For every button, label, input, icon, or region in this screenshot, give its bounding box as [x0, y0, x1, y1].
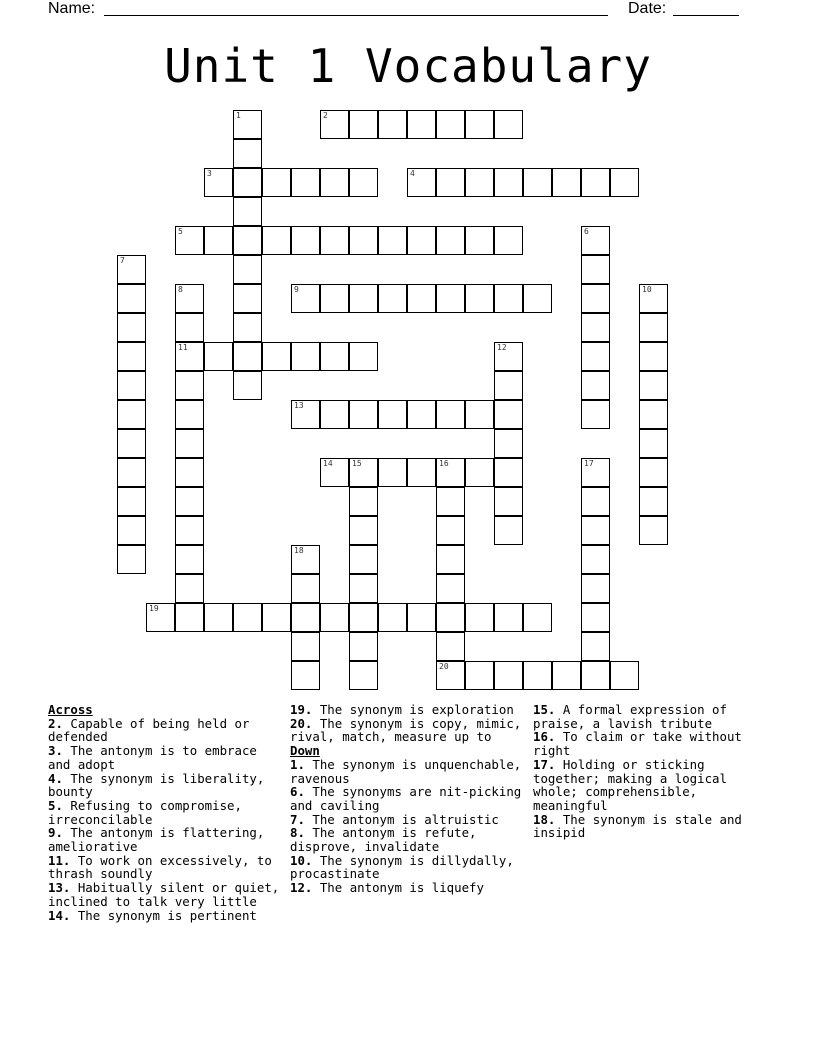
grid-cell[interactable] — [233, 139, 262, 168]
grid-cell[interactable] — [581, 516, 610, 545]
grid-cell[interactable] — [349, 110, 378, 139]
grid-cell[interactable] — [349, 603, 378, 632]
grid-cell[interactable] — [581, 226, 610, 255]
grid-cell[interactable] — [175, 487, 204, 516]
grid-cell[interactable] — [494, 168, 523, 197]
cell-number: 15 — [352, 459, 362, 468]
clue-number: 5. — [48, 797, 63, 813]
grid-cell[interactable] — [494, 429, 523, 458]
grid-cell[interactable] — [523, 661, 552, 690]
grid-cell[interactable] — [494, 342, 523, 371]
grid-cell[interactable] — [523, 284, 552, 313]
grid-cell[interactable] — [436, 284, 465, 313]
grid-cell[interactable] — [494, 284, 523, 313]
cell-number: 4 — [410, 169, 415, 178]
clue-text: The synonym is dillydally, procastinate — [290, 852, 514, 882]
grid-cell[interactable] — [639, 487, 668, 516]
grid-cell[interactable] — [436, 226, 465, 255]
clue-item — [290, 826, 526, 853]
grid-cell[interactable] — [291, 545, 320, 574]
grid-cell[interactable] — [320, 168, 349, 197]
cell-number: 3 — [207, 169, 212, 178]
grid-cell[interactable] — [233, 371, 262, 400]
clue-item — [290, 881, 526, 895]
grid-cell[interactable] — [291, 284, 320, 313]
grid-cell[interactable] — [523, 603, 552, 632]
grid-cell[interactable] — [349, 226, 378, 255]
grid-cell[interactable] — [349, 661, 378, 690]
grid-cell[interactable] — [117, 313, 146, 342]
cell-number: 19 — [149, 604, 159, 613]
clue-text: The synonym is liberality, bounty — [48, 770, 265, 800]
grid-cell[interactable] — [465, 110, 494, 139]
clue-text: The synonym is stale and insipid — [533, 811, 742, 841]
grid-cell[interactable] — [175, 371, 204, 400]
grid-cell[interactable] — [494, 371, 523, 400]
grid-cell[interactable] — [291, 168, 320, 197]
grid-cell[interactable] — [175, 226, 204, 255]
grid-cell[interactable] — [175, 284, 204, 313]
grid-cell[interactable] — [204, 603, 233, 632]
grid-cell[interactable] — [349, 400, 378, 429]
grid-cell[interactable] — [436, 168, 465, 197]
grid-cell[interactable] — [581, 342, 610, 371]
grid-cell[interactable] — [320, 458, 349, 487]
clue-text: The antonym is refute, disprove, invalidate — [290, 825, 477, 855]
clue-text: A formal expression of praise, a lavish tribute — [533, 702, 727, 731]
cell-number: 1 — [236, 111, 241, 120]
cell-number: 6 — [584, 227, 589, 236]
grid-cell[interactable] — [436, 110, 465, 139]
grid-cell[interactable] — [349, 284, 378, 313]
grid-cell[interactable] — [639, 516, 668, 545]
grid-cell[interactable] — [407, 168, 436, 197]
clue-item — [290, 785, 526, 812]
grid-cell[interactable] — [117, 516, 146, 545]
clue-number: 10. — [290, 852, 313, 868]
grid-cell[interactable] — [581, 458, 610, 487]
grid-cell[interactable] — [436, 632, 465, 661]
clue-text: The synonym is copy, mimic, rival, match, measure up to — [290, 715, 522, 745]
clues-column-2 — [290, 703, 526, 895]
grid-cell[interactable] — [117, 342, 146, 371]
grid-cell[interactable] — [407, 458, 436, 487]
clue-number: 19. — [290, 702, 313, 717]
grid-cell[interactable] — [494, 400, 523, 429]
grid-cell[interactable] — [494, 110, 523, 139]
grid-cell[interactable] — [378, 458, 407, 487]
grid-cell[interactable] — [320, 603, 349, 632]
clue-item — [533, 703, 769, 730]
grid-cell[interactable] — [291, 603, 320, 632]
grid-cell[interactable] — [291, 632, 320, 661]
grid-cell[interactable] — [407, 284, 436, 313]
cell-number: 8 — [178, 285, 183, 294]
grid-cell[interactable] — [175, 603, 204, 632]
grid-cell[interactable] — [639, 284, 668, 313]
clue-section-heading: Down — [290, 743, 320, 759]
grid-cell[interactable] — [639, 458, 668, 487]
clue-item — [533, 758, 769, 813]
clue-item — [290, 758, 526, 785]
clue-text: The synonyms are nit-picking and caviling — [290, 784, 522, 813]
grid-cell[interactable] — [523, 168, 552, 197]
cell-number: 9 — [294, 285, 299, 294]
grid-cell[interactable] — [233, 110, 262, 139]
clue-number: 1. — [290, 756, 305, 772]
grid-cell[interactable] — [320, 226, 349, 255]
grid-cell[interactable] — [639, 371, 668, 400]
clue-text: The synonym is pertinent — [70, 907, 257, 923]
clue-text: Capable of being held or defended — [48, 715, 250, 745]
grid-cell[interactable] — [320, 400, 349, 429]
cell-number: 5 — [178, 227, 183, 236]
grid-cell[interactable] — [639, 342, 668, 371]
clue-item — [290, 717, 526, 744]
cell-number: 16 — [439, 459, 449, 468]
date-label: Date: — [628, 0, 667, 17]
grid-cell[interactable] — [581, 313, 610, 342]
grid-cell[interactable] — [233, 197, 262, 226]
grid-cell[interactable] — [146, 603, 175, 632]
clue-text: The antonym is flattering, ameliorative — [48, 825, 265, 855]
grid-cell[interactable] — [581, 603, 610, 632]
grid-cell[interactable] — [320, 342, 349, 371]
clues-column-3 — [533, 703, 769, 840]
grid-cell[interactable] — [465, 458, 494, 487]
grid-cell[interactable] — [204, 168, 233, 197]
grid-cell[interactable] — [436, 574, 465, 603]
name-label: Name: — [48, 0, 96, 17]
cell-number: 11 — [178, 343, 188, 352]
cell-number: 10 — [642, 285, 652, 294]
grid-cell[interactable] — [117, 458, 146, 487]
grid-cell[interactable] — [117, 429, 146, 458]
grid-cell[interactable] — [436, 661, 465, 690]
grid-cell[interactable] — [581, 574, 610, 603]
clue-number: 2. — [48, 715, 63, 731]
clue-number: 13. — [48, 880, 71, 896]
clue-text: The antonym is to embrace and adopt — [48, 743, 257, 772]
grid-cell[interactable] — [581, 168, 610, 197]
cell-number: 17 — [584, 459, 594, 468]
clue-number: 4. — [48, 770, 63, 786]
grid-cell[interactable] — [262, 342, 291, 371]
grid-cell[interactable] — [378, 400, 407, 429]
grid-cell[interactable] — [494, 458, 523, 487]
grid-cell[interactable] — [262, 226, 291, 255]
grid-cell[interactable] — [581, 255, 610, 284]
grid-cell[interactable] — [349, 516, 378, 545]
clue-item — [290, 813, 526, 827]
cell-number: 7 — [120, 256, 125, 265]
grid-cell[interactable] — [581, 632, 610, 661]
grid-cell[interactable] — [262, 168, 291, 197]
grid-cell[interactable] — [291, 226, 320, 255]
grid-cell[interactable] — [436, 458, 465, 487]
clue-number: 16. — [533, 729, 556, 745]
grid-cell[interactable] — [494, 226, 523, 255]
grid-cell[interactable] — [117, 255, 146, 284]
grid-cell[interactable] — [581, 284, 610, 313]
grid-cell[interactable] — [494, 487, 523, 516]
grid-cell[interactable] — [610, 661, 639, 690]
grid-cell[interactable] — [581, 400, 610, 429]
grid-cell[interactable] — [465, 284, 494, 313]
clue-item — [48, 881, 286, 908]
clue-number: 8. — [290, 825, 305, 841]
grid-cell[interactable] — [117, 371, 146, 400]
clue-number: 6. — [290, 784, 305, 800]
clue-item — [48, 826, 286, 853]
grid-cell[interactable] — [175, 429, 204, 458]
clue-number: 12. — [290, 880, 313, 896]
grid-cell[interactable] — [175, 545, 204, 574]
grid-cell[interactable] — [436, 487, 465, 516]
grid-cell[interactable] — [204, 226, 233, 255]
clue-number: 7. — [290, 811, 305, 827]
grid-cell[interactable] — [639, 429, 668, 458]
cell-number: 18 — [294, 546, 304, 555]
grid-cell[interactable] — [436, 545, 465, 574]
grid-cell[interactable] — [494, 516, 523, 545]
clue-item — [48, 799, 286, 826]
grid-cell[interactable] — [407, 400, 436, 429]
grid-cell[interactable] — [378, 110, 407, 139]
grid-cell[interactable] — [581, 371, 610, 400]
grid-cell[interactable] — [233, 168, 262, 197]
grid-cell[interactable] — [552, 168, 581, 197]
grid-cell[interactable] — [175, 400, 204, 429]
grid-cell[interactable] — [581, 661, 610, 690]
grid-cell[interactable] — [175, 516, 204, 545]
grid-cell[interactable] — [407, 110, 436, 139]
clue-number: 15. — [533, 702, 556, 717]
clue-item — [290, 703, 526, 717]
grid-cell[interactable] — [407, 603, 436, 632]
grid-cell[interactable] — [117, 545, 146, 574]
grid-cell[interactable] — [117, 400, 146, 429]
grid-cell[interactable] — [175, 458, 204, 487]
grid-cell[interactable] — [320, 110, 349, 139]
clue-item — [48, 772, 286, 799]
clue-item — [48, 717, 286, 744]
grid-cell[interactable] — [494, 603, 523, 632]
clue-text: To claim or take without right — [533, 729, 742, 759]
clue-item — [533, 730, 769, 757]
grid-cell[interactable] — [349, 632, 378, 661]
clue-section-heading: Across — [48, 702, 93, 717]
grid-cell[interactable] — [175, 313, 204, 342]
grid-cell[interactable] — [175, 342, 204, 371]
cell-number: 13 — [294, 401, 304, 410]
grid-cell[interactable] — [378, 226, 407, 255]
grid-cell[interactable] — [291, 342, 320, 371]
page-title: Unit 1 Vocabulary — [164, 39, 652, 93]
grid-cell[interactable] — [465, 168, 494, 197]
clue-number: 17. — [533, 756, 556, 772]
grid-cell[interactable] — [349, 545, 378, 574]
grid-cell[interactable] — [204, 342, 233, 371]
grid-cell[interactable] — [639, 400, 668, 429]
clue-text: The synonym is exploration — [312, 702, 514, 717]
cell-number: 20 — [439, 662, 449, 671]
grid-cell[interactable] — [378, 603, 407, 632]
clue-number: 14. — [48, 907, 71, 923]
grid-cell[interactable] — [581, 487, 610, 516]
grid-cell[interactable] — [465, 661, 494, 690]
grid-cell[interactable] — [233, 342, 262, 371]
clue-number: 11. — [48, 852, 71, 868]
grid-cell[interactable] — [291, 400, 320, 429]
clue-text: The synonym is unquenchable, ravenous — [290, 756, 522, 786]
grid-cell[interactable] — [349, 342, 378, 371]
grid-cell[interactable] — [117, 487, 146, 516]
grid-cell[interactable] — [320, 284, 349, 313]
grid-cell[interactable] — [349, 574, 378, 603]
clue-text: Habitually silent or quiet, inclined to talk very little — [48, 880, 280, 909]
grid-cell[interactable] — [117, 284, 146, 313]
grid-cell[interactable] — [465, 226, 494, 255]
grid-cell[interactable] — [407, 226, 436, 255]
grid-cell[interactable] — [233, 255, 262, 284]
grid-cell[interactable] — [291, 574, 320, 603]
grid-cell[interactable] — [233, 226, 262, 255]
grid-cell[interactable] — [378, 284, 407, 313]
grid-cell[interactable] — [349, 168, 378, 197]
grid-cell[interactable] — [436, 400, 465, 429]
grid-cell[interactable] — [436, 516, 465, 545]
grid-cell[interactable] — [465, 603, 494, 632]
clue-item — [48, 744, 286, 771]
grid-cell[interactable] — [233, 313, 262, 342]
grid-cell[interactable] — [494, 661, 523, 690]
grid-cell[interactable] — [262, 603, 291, 632]
clue-item — [48, 909, 286, 923]
grid-cell[interactable] — [233, 603, 262, 632]
grid-cell[interactable] — [610, 168, 639, 197]
grid-cell[interactable] — [436, 603, 465, 632]
clue-text: Refusing to compromise, irreconcilable — [48, 797, 242, 827]
grid-cell[interactable] — [581, 545, 610, 574]
cell-number: 2 — [323, 111, 328, 120]
clue-number: 3. — [48, 743, 63, 759]
grid-cell[interactable] — [552, 661, 581, 690]
grid-cell[interactable] — [639, 313, 668, 342]
clue-text: To work on excessively, to thrash soundly — [48, 852, 272, 882]
grid-cell[interactable] — [175, 574, 204, 603]
clue-item — [533, 813, 769, 840]
clues-column-1 — [48, 703, 286, 922]
cell-number: 12 — [497, 343, 507, 352]
grid-cell[interactable] — [291, 661, 320, 690]
clue-item — [48, 854, 286, 881]
clue-number: 20. — [290, 715, 313, 731]
clue-item — [290, 854, 526, 881]
grid-cell[interactable] — [349, 487, 378, 516]
grid-cell[interactable] — [349, 458, 378, 487]
clue-number: 18. — [533, 811, 556, 827]
clue-text: Holding or sticking together; making a logical whole; comprehensible, meaningful — [533, 756, 727, 813]
clue-text: The antonym is altruistic — [304, 811, 499, 827]
clue-text: The antonym is liquefy — [312, 880, 484, 896]
clue-number: 9. — [48, 825, 63, 841]
cell-number: 14 — [323, 459, 333, 468]
grid-cell[interactable] — [233, 284, 262, 313]
grid-cell[interactable] — [465, 400, 494, 429]
